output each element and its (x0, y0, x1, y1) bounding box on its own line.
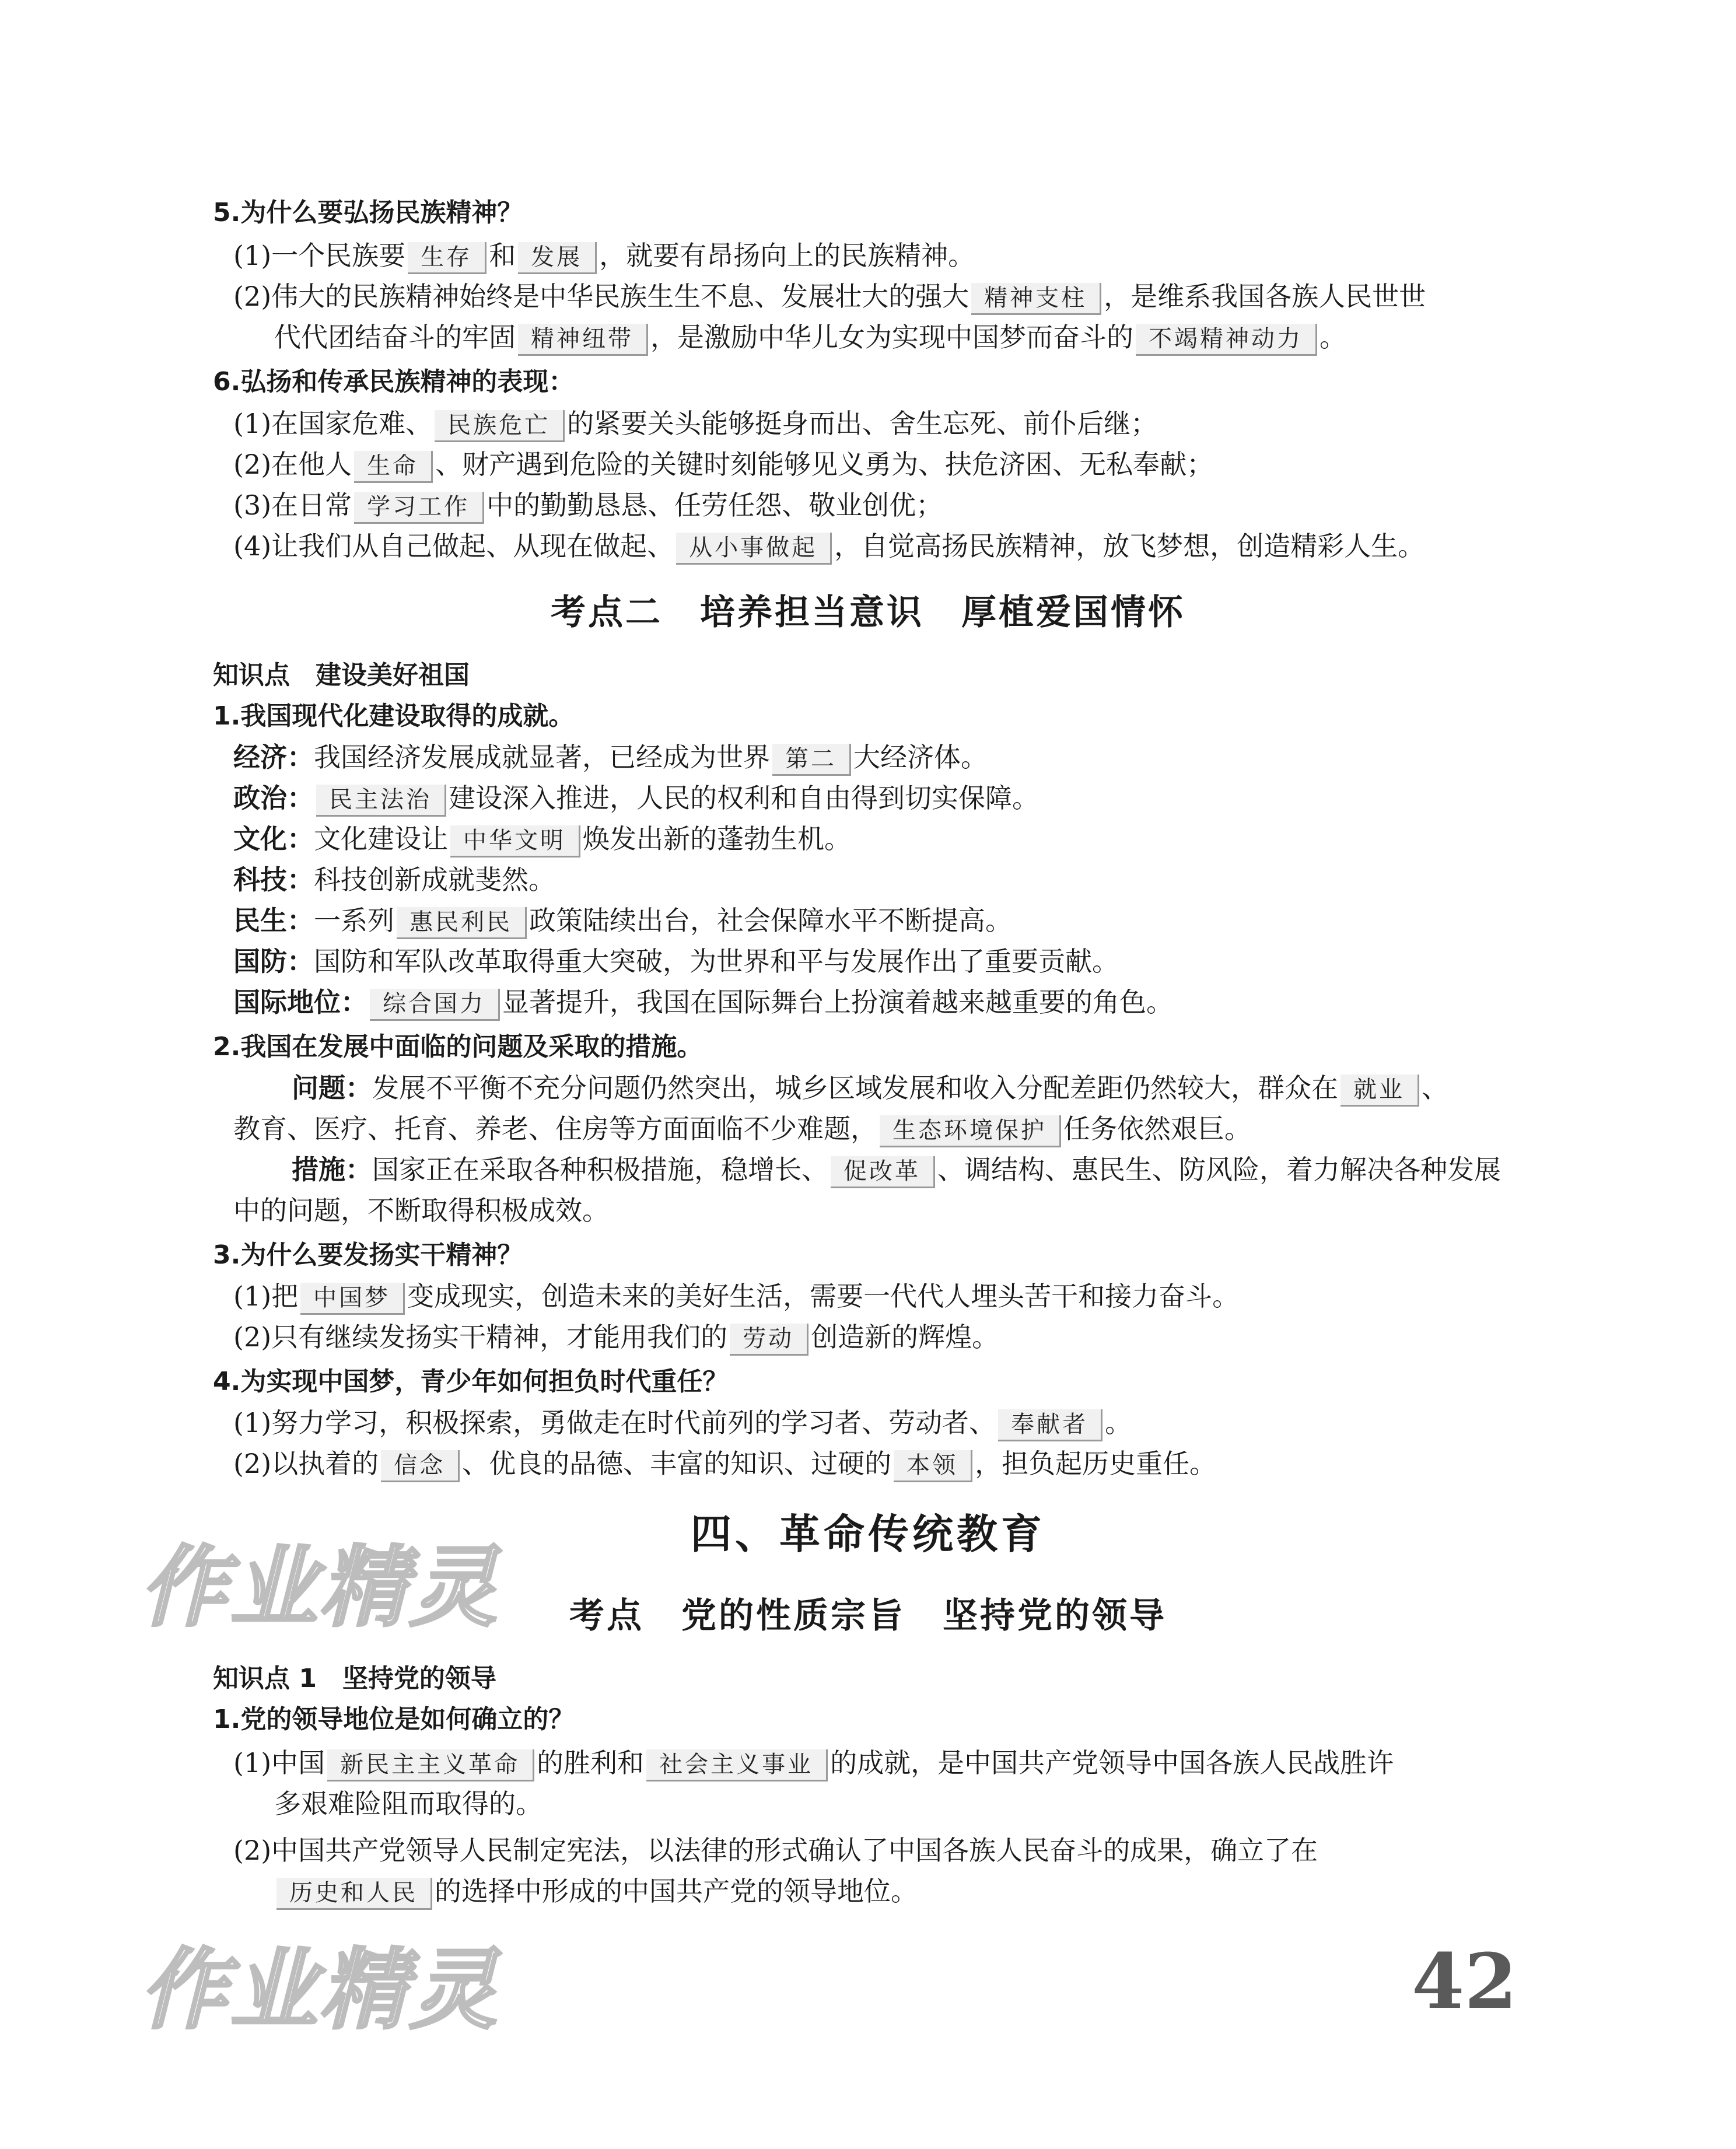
fill-blank: 惠民利民 (397, 907, 527, 939)
answer-6-2: (2)在他人 生命 、财产遇到危险的关键时刻能够见义勇为、扶危济困、无私奉献； (233, 447, 1213, 483)
answer-3-2: (2)只有继续发扬实干精神，才能用我们的 劳动 创造新的辉煌。 (233, 1320, 999, 1356)
achievement-economy: 经济：我国经济发展成就显著，已经成为世界 第二 大经济体。 (233, 740, 988, 776)
watermark-logo: 作业精灵 (140, 1537, 500, 1639)
answer-3-1: (1)把 中国梦 变成现实，创造未来的美好生活，需要一代代人埋头苦干和接力奋斗。 (233, 1279, 1239, 1315)
party-question-1-title: 1.党的领导地位是如何确立的？ (213, 1704, 575, 1734)
fill-blank: 不竭精神动力 (1136, 324, 1317, 356)
question-1-title: 1.我国现代化建设取得的成就。 (213, 701, 575, 731)
answer-5-2-cont: 代代团结奋斗的牢固 精神纽带 ，是激励中华儿女为实现中国梦而奋斗的 不竭精神动力 。 (274, 320, 1346, 356)
fill-blank: 劳动 (730, 1324, 808, 1356)
page-number: 42 (1412, 1937, 1517, 2026)
party-answer-2: (2)中国共产党领导人民制定宪法，以法律的形式确认了中国各族人民奋斗的成果，确立了在 (233, 1835, 1318, 1866)
answer-6-3: (3)在日常 学习工作 中的勤勤恳恳、任劳任怨、敬业创优； (233, 488, 943, 524)
fill-blank: 综合国力 (370, 989, 500, 1021)
question-5-title: 5.为什么要弘扬民族精神？ (213, 198, 523, 228)
answer-5-2: (2)伟大的民族精神始终是中华民族生生不息、发展壮大的强大 精神支柱 ，是维系我国各族人民世世 (233, 279, 1426, 315)
knowledge-point-heading: 知识点 建设美好祖国 (213, 660, 470, 690)
fill-blank: 促改革 (831, 1156, 935, 1188)
question-2-title: 2.我国在发展中面临的问题及采取的措施。 (213, 1032, 703, 1062)
fill-blank: 就业 (1340, 1074, 1419, 1107)
fill-blank: 生态环境保护 (880, 1115, 1061, 1147)
fill-blank: 本领 (894, 1450, 972, 1482)
answer-5-1: (1)一个民族要 生存 和 发展 ，就要有昂扬向上的民族精神。 (233, 238, 975, 274)
fill-blank: 社会主义事业 (646, 1749, 828, 1782)
achievement-international: 国际地位： 综合国力 显著提升，我国在国际舞台上扮演着越来越重要的角色。 (233, 985, 1173, 1021)
party-answer-1-cont: 多艰难险阻而取得的。 (274, 1788, 542, 1819)
fill-blank: 民族危亡 (435, 410, 565, 442)
fill-blank: 新民主主义革命 (327, 1749, 534, 1782)
party-answer-2-cont: 历史和人民 的选择中形成的中国共产党的领导地位。 (274, 1874, 918, 1910)
fill-blank: 奉献者 (998, 1409, 1102, 1441)
fill-blank: 学习工作 (354, 492, 484, 524)
knowledge-point-1-heading: 知识点 1 坚持党的领导 (213, 1664, 496, 1693)
achievement-politics: 政治： 民主法治 建设深入推进，人民的权利和自由得到切实保障。 (233, 780, 1039, 817)
achievement-livelihood: 民生：一系列 惠民利民 政策陆续出台，社会保障水平不断提高。 (233, 903, 1012, 939)
party-answer-1: (1)中国 新民主主义革命 的胜利和 社会主义事业 的成就，是中国共产党领导中国各族人民战胜许 (233, 1745, 1394, 1782)
watermark-logo: 作业精灵 (140, 1940, 500, 2041)
fill-blank: 生命 (354, 451, 433, 483)
fill-blank: 民主法治 (316, 785, 446, 817)
achievement-defense: 国防：国防和军队改革取得重大突破，为世界和平与发展作出了重要贡献。 (233, 946, 1119, 977)
section-heading-kd: 考点 党的性质宗旨 坚持党的领导 (569, 1595, 1167, 1636)
fill-blank: 发展 (518, 242, 597, 274)
problem-paragraph: 问题：发展不平衡不充分问题仍然突出，城乡区域发展和收入分配差距仍然较大，群众在 就业 、 (292, 1070, 1448, 1107)
fill-blank: 从小事做起 (676, 533, 832, 565)
problem-paragraph-cont: 教育、医疗、托育、养老、住房等方面面临不少难题， 生态环境保护 任务依然艰巨。 (233, 1111, 1251, 1147)
answer-6-4: (4)让我们从自己做起、从现在做起、 从小事做起 ，自觉高扬民族精神，放飞梦想，创造精彩人生。 (233, 528, 1424, 565)
fill-blank: 中华文明 (450, 825, 580, 858)
measures-paragraph: 措施：国家正在采取各种积极措施，稳增长、 促改革 、调结构、惠民生、防风险，着力解决各种发展 (292, 1152, 1501, 1188)
question-6-title: 6.弘扬和传承民族精神的表现： (213, 367, 575, 397)
achievement-culture: 文化：文化建设让 中华文明 焕发出新的蓬勃生机。 (233, 821, 851, 858)
achievement-technology: 科技：科技创新成就斐然。 (233, 864, 555, 895)
section-heading-kd2: 考点二 培养担当意识 厚植爱国情怀 (551, 592, 1185, 633)
section-heading-4: 四、革命传统教育 (691, 1510, 1045, 1558)
answer-4-2: (2)以执着的 信念 、优良的品德、丰富的知识、过硬的 本领 ，担负起历史重任。 (233, 1446, 1216, 1482)
fill-blank: 第二 (772, 744, 851, 776)
fill-blank: 中国梦 (300, 1283, 405, 1315)
fill-blank: 信念 (381, 1450, 460, 1482)
answer-6-1: (1)在国家危难、 民族危亡 的紧要关头能够挺身而出、舍生忘死、前仆后继； (233, 406, 1157, 442)
fill-blank: 精神支柱 (971, 283, 1101, 315)
question-4-title: 4.为实现中国梦，青少年如何担负时代重任？ (213, 1367, 729, 1396)
fill-blank: 生存 (408, 242, 487, 274)
question-3-title: 3.为什么要发扬实干精神？ (213, 1240, 523, 1270)
measures-paragraph-cont: 中的问题，不断取得积极成效。 (233, 1195, 609, 1226)
fill-blank: 精神纽带 (518, 324, 648, 356)
fill-blank: 历史和人民 (276, 1878, 432, 1910)
answer-4-1: (1)努力学习，积极探索，勇做走在时代前列的学习者、劳动者、 奉献者 。 (233, 1405, 1132, 1441)
